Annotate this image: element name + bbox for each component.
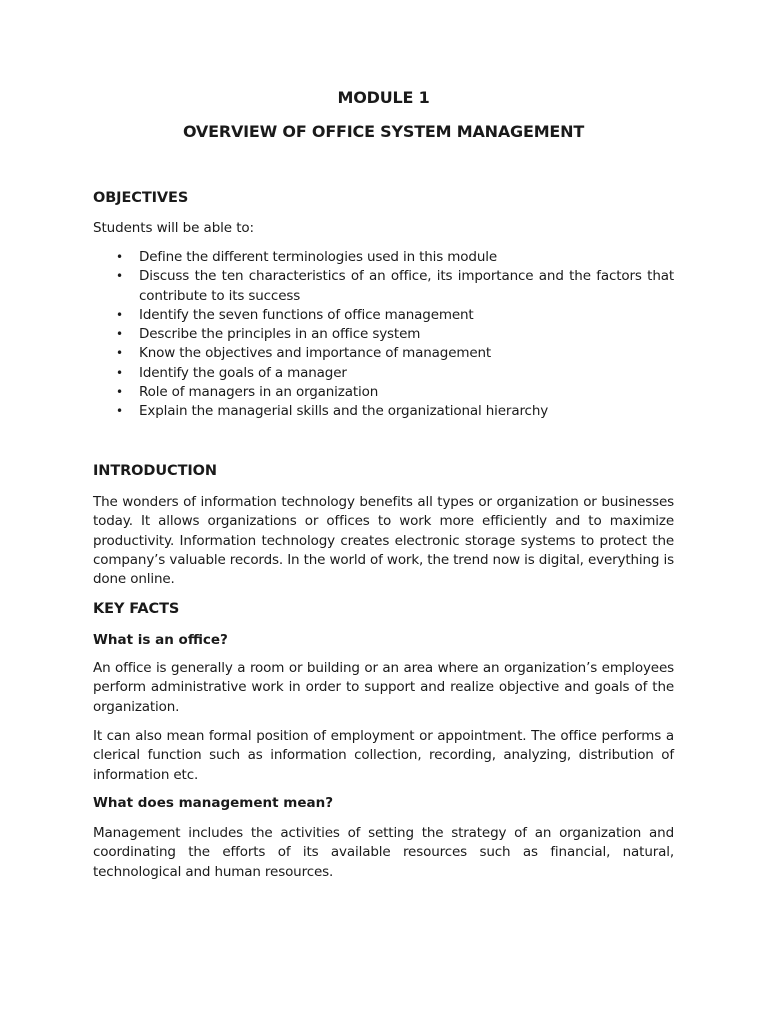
introduction-heading: INTRODUCTION [93,463,217,479]
question-office: What is an office? [93,632,228,648]
office-definition: An office is generally a room or building or an area where an organization’s employees perform administrative work in order to support and realize objective and goals of the organization. [93,660,674,715]
management-definition: Management includes the activities of setting the strategy of an organization and coordinating the efforts of its available resources such as financial, natural, technological and human resources. [93,825,674,880]
office-position: It can also mean formal position of employment or appointment. The office performs a clerical function such as information collection, recording, analyzing, distribution of information etc. [93,728,674,783]
objectives-heading: OBJECTIVES [93,190,189,206]
bullet-icon: • [116,250,123,264]
list-item: • Define the different terminologies used in this module [93,248,674,267]
question-management: What does management mean? [93,795,334,811]
list-item: • Describe the principles in an office system [93,325,674,344]
bullet-icon: • [116,365,123,380]
objectives-list [93,248,674,422]
list-item: • Identify the goals of a manager [93,364,674,383]
list-item: • Discuss the ten characteristics of an office, its importance and the factors that contribute to its success [116,268,674,304]
list-item: • Role of managers in an organization [93,383,674,402]
bullet-icon: • [116,404,123,419]
bullet-icon: • [116,385,123,400]
introduction-text: The wonders of information technology benefits all types or organization or businesses today. It allows organizations or offices to work more efficiently and to maximize productivity. Information technology creates electronic storage systems to protect the company’s valuable records. In the world of work, the trend now is digital, everything is done online. [93,494,674,588]
bullet-icon: • [116,269,123,284]
module-title: MODULE 1 [337,88,430,107]
list-item: • Know the objectives and importance of management [93,344,674,363]
bullet-icon: • [116,307,123,322]
list-item: • Explain the managerial skills and the organizational hierarchy [93,402,674,421]
bullet-icon: • [116,346,123,361]
list-item: • Identify the seven functions of office management [93,306,674,325]
objectives-lead: Students will be able to: [93,220,255,236]
module-subtitle: OVERVIEW OF OFFICE SYSTEM MANAGEMENT [182,122,585,141]
key-facts-heading: KEY FACTS [93,601,180,617]
bullet-icon: • [116,327,123,342]
